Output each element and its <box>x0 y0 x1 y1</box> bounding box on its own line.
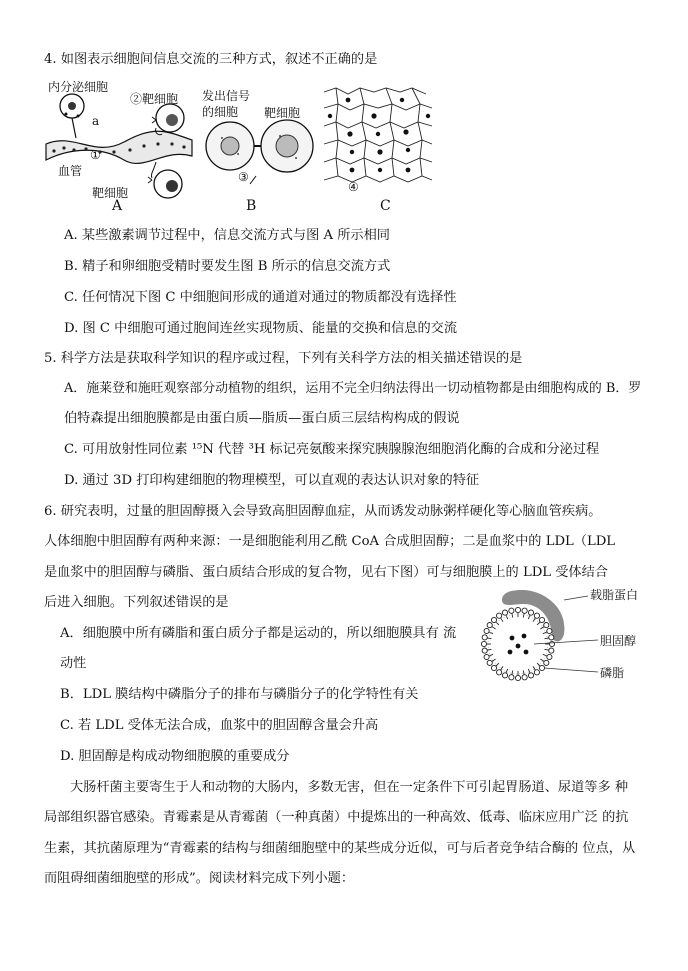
label-cholesterol: 胆固醇 <box>600 634 637 648</box>
ldl-figure <box>472 586 662 686</box>
q4-stem: 4. 如图表示细胞间信息交流的三种方式，叙述不正确的是 <box>44 52 378 67</box>
figure-a-caption: A <box>112 198 123 214</box>
label-target-cell-2: ②靶细胞 <box>130 92 179 106</box>
q6-line1: 6. 研究表明，过量的胆固醇摄入会导致高胆固醇血症，从而诱发动脉粥样硬化等心脑血管疾病。 <box>44 504 602 519</box>
passage-line3: 生素，其抗菌原理为“青霉素的结构与细菌细胞壁中的某些成分近似，可与后者竞争结合酶的 位点，从 <box>44 841 636 856</box>
label-apolipoprotein: 载脂蛋白 <box>590 588 639 602</box>
q6-option-a-line2: 动性 <box>60 656 87 671</box>
q6-line3: 是血浆中的胆固醇与磷脂、蛋白质结合形成的复合物，见右下图）可与细胞膜上的 LDL 受体结合 <box>44 565 608 580</box>
q4-option-d: D. 图 C 中细胞可通过胞间连丝实现物质、能量的交换和信息的交流 <box>64 321 458 336</box>
q6-option-c: C. 若 LDL 受体无法合成，血浆中的胆固醇含量会升高 <box>60 718 379 733</box>
ldl-leader-lines <box>472 586 662 686</box>
q5-option-d: D. 通过 3D 打印构建细胞的物理模型，可以直观的表达认识对象的特征 <box>64 473 480 488</box>
label-target-cell-bottom: 靶细胞 <box>92 186 129 200</box>
figure-c-drawing <box>322 86 434 186</box>
q6-line2: 人体细胞中胆固醇有两种来源：一是细胞能利用乙酰 CoA 合成胆固醇；二是血浆中的 LDL（LDL <box>44 534 616 549</box>
q5-option-c: C. 可用放射性同位素 ¹⁵N 代替 ³H 标记亮氨酸来探究胰腺腺泡细胞消化酶的合成和分泌过程 <box>64 442 600 457</box>
label-circle-4: ④ <box>348 180 359 194</box>
q6-line4: 后进入细胞。下列叙述错误的是 <box>44 595 229 610</box>
figure-c <box>322 86 434 216</box>
label-a: a <box>92 114 100 128</box>
label-sender-cell: 发出信号 的细胞 <box>202 89 251 119</box>
passage-line1: 大肠杆菌主要寄生于人和动物的大肠内，多数无害，但在一定条件下可引起胃肠道、尿道等多 种 <box>70 780 629 795</box>
q6-option-a-line1: A．细胞膜中所有磷脂和蛋白质分子都是运动的，所以细胞膜具有 流 <box>60 626 457 641</box>
q4-option-a: A. 某些激素调节过程中，信息交流方式与图 A 所示相同 <box>64 228 390 243</box>
q5-option-a-line2: 伯特森提出细胞膜都是由蛋白质—脂质—蛋白质三层结构构成的假说 <box>64 411 460 426</box>
q6-option-b: B．LDL 膜结构中磷脂分子的排布与磷脂分子的化学特性有关 <box>60 687 419 702</box>
q4-option-c: C. 任何情况下图 C 中细胞间形成的通道对通过的物质都没有选择性 <box>64 290 457 305</box>
passage-line4: 而阻碍细菌细胞壁的形成”。阅读材料完成下列小题： <box>44 871 355 886</box>
q4-option-b: B. 精子和卵细胞受精时要发生图 B 所示的信息交流方式 <box>64 259 391 274</box>
figure-b <box>200 84 320 216</box>
figure-b-caption: B <box>246 198 257 214</box>
figure-c-caption: C <box>380 198 391 214</box>
q5-stem: 5. 科学方法是获取科学知识的程序或过程，下列有关科学方法的相关描述错误的是 <box>44 351 523 366</box>
label-endocrine-cell: 内分泌细胞 <box>48 80 109 94</box>
passage-line2: 局部组织器官感染。青霉素是从青霉菌（一种真菌）中提炼出的一种高效、低毒、临床应用广泛 的抗 <box>44 810 629 825</box>
label-circle-3: ③ <box>238 170 249 184</box>
label-target-cell-b: 靶细胞 <box>264 106 301 120</box>
figure-a <box>44 76 194 216</box>
label-phospholipid: 磷脂 <box>600 666 625 680</box>
q5-option-a-line1: A．施莱登和施旺观察部分动植物的组织，运用不完全归纳法得出一切动植物都是由细胞构成的 B．罗 <box>64 381 642 396</box>
label-circle-1: ① <box>90 148 101 162</box>
label-blood-vessel: 血管 <box>58 164 83 178</box>
q6-option-d: D. 胆固醇是构成动物细胞膜的重要成分 <box>60 749 290 764</box>
